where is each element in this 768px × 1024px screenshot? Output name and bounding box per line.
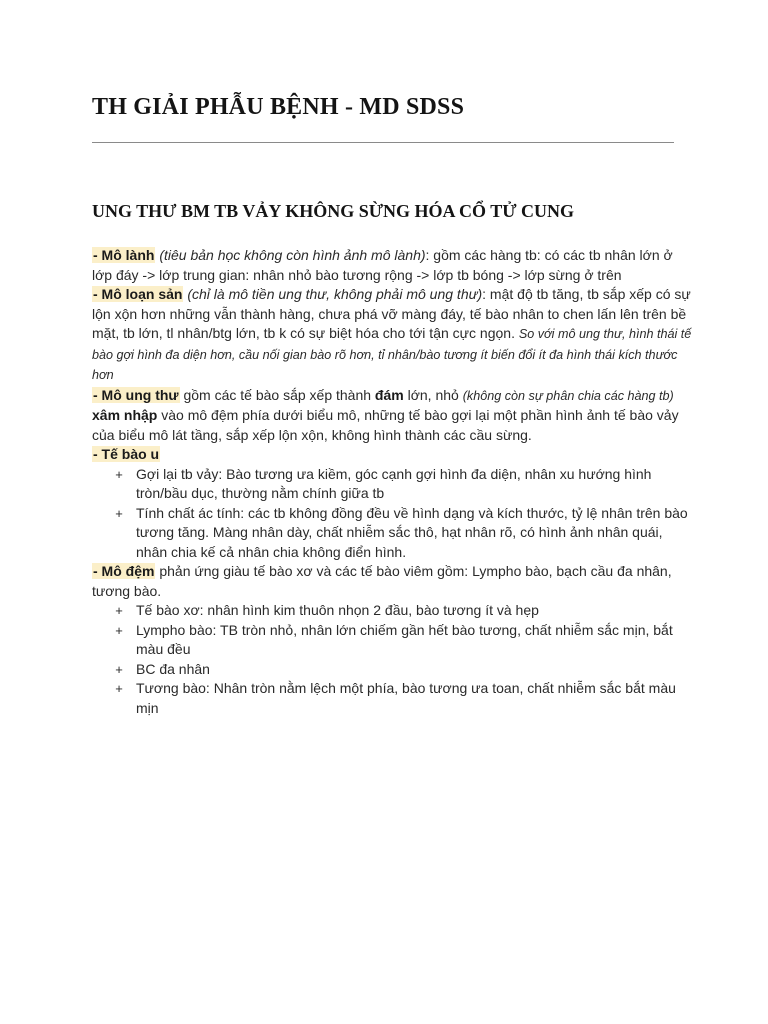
text-mo-loan-san: : mật độ tb tăng, tb sắp xếp có sự lộn xộn hơn những vẫn thành hàng, chưa phá vỡ màng đáy, tế bào nhân to chen lấn lên trên bề mặt, tb lớn, tl nhân/btg lớn, tb k có sự biệt hóa cho tới tận cực ngọn. [92,286,691,341]
list-item [115,621,692,660]
list-item [115,465,692,504]
text-mo-lanh: : gồm các hàng tb: có các tb nhân lớn ở lớp đáy -> lớp trung gian: nhân nhỏ bào tương rộng -> lớp tb bóng -> lớp sừng ở trên [92,247,673,283]
plus-bullet-icon: + [115,466,123,482]
list-item-text: BC đa nhân [136,660,210,677]
label-mo-loan-san: - Mô loạn sản [93,286,183,302]
list-mo-dem [92,601,692,718]
plus-bullet-icon: + [115,505,123,521]
bold-dam: đám [374,386,404,403]
plus-bullet-icon: + [115,681,123,696]
label-mo-ung-thu: - Mô ung thư [93,386,179,403]
list-item-text: Lympho bào: TB tròn nhỏ, nhân lớn chiếm gần hết bào tương, chất nhiễm sắc mịn, bắt màu đều [136,621,673,657]
list-item-text: Tế bào xơ: nhân hình kim thuôn nhọn 2 đầu, bào tương ít và hẹp [136,602,539,618]
label-mo-lanh: - Mô lành [93,247,155,263]
document-title: TH GIẢI PHẪU BỆNH - MD SDSS [92,94,465,120]
text1-mo-ung-thu: gồm các tế bào sắp xếp thành [179,386,375,403]
text2-mo-ung-thu: lớn, nhỏ [403,386,463,403]
list-item [115,679,692,718]
plus-bullet-icon: + [115,661,123,677]
label-te-bao-u: - Tế bào u [93,446,160,462]
list-item [115,504,692,563]
paragraph-mo-dem [92,562,692,601]
label-mo-dem: - Mô đệm [93,563,155,579]
note-mo-loan-san: (chỉ là mô tiền ung thư, không phải mô ung thư) [187,286,483,302]
text3-mo-ung-thu: vào mô đệm phía dưới biểu mô, những tế bào gợi lại một phần hình ảnh tế bào vảy của biểu mô lát tầng, sắp xếp lộn xộn, không hình thành các cầu sừng. [92,407,679,443]
note2-mo-loan-san: So với mô ung thư, hình thái tế bào gợi hình đa diện hơn, cầu nối gian bào rõ hơn, tỉ nhân/bào tương ít biến đổi ít đa hình thái kích thước hơn [92,327,692,382]
note-mo-ung-thu: (không còn sự phân chia các hàng tb) [462,388,674,403]
paragraph-mo-lanh [92,246,692,285]
plus-bullet-icon: + [115,622,123,638]
list-item-text: Gợi lại tb vảy: Bào tương ưa kiềm, góc cạnh gợi hình đa diện, nhân xu hướng hình tròn/bầu dục, thường nằm chính giữa tb [136,465,652,501]
paragraph-mo-ung-thu [92,386,692,446]
list-item-text: Tính chất ác tính: các tb không đồng đều về hình dạng và kích thước, tỷ lệ nhân trên bào tương tăng. Màng nhân dày, chất nhiễm sắc thô, hạt nhân rõ, có hình ảnh nhân quái, nhân chia kế cả nhân chia không điển hình. [136,504,688,560]
list-item [115,601,692,621]
text-mo-dem: phản ứng giàu tế bào xơ và các tế bào viêm gồm: Lympho bào, bạch cầu đa nhân, tương bào. [92,563,672,599]
document-body [92,246,692,718]
paragraph-te-bao-u [92,445,692,465]
bold-xam-nhap: xâm nhập [92,407,158,423]
list-te-bao-u [92,465,692,563]
section-title: UNG THƯ BM TB VẢY KHÔNG SỪNG HÓA CỔ TỬ CUNG [92,201,575,221]
title-divider [92,142,674,143]
note-mo-lanh: (tiêu bản học không còn hình ảnh mô lành) [159,247,426,263]
list-item-text: Tương bào: Nhân tròn nằm lệch một phía, bào tương ưa toan, chất nhiễm sắc bắt màu mịn [136,680,676,716]
list-item [115,660,692,680]
paragraph-mo-loan-san [92,285,692,386]
plus-bullet-icon: + [115,603,123,618]
